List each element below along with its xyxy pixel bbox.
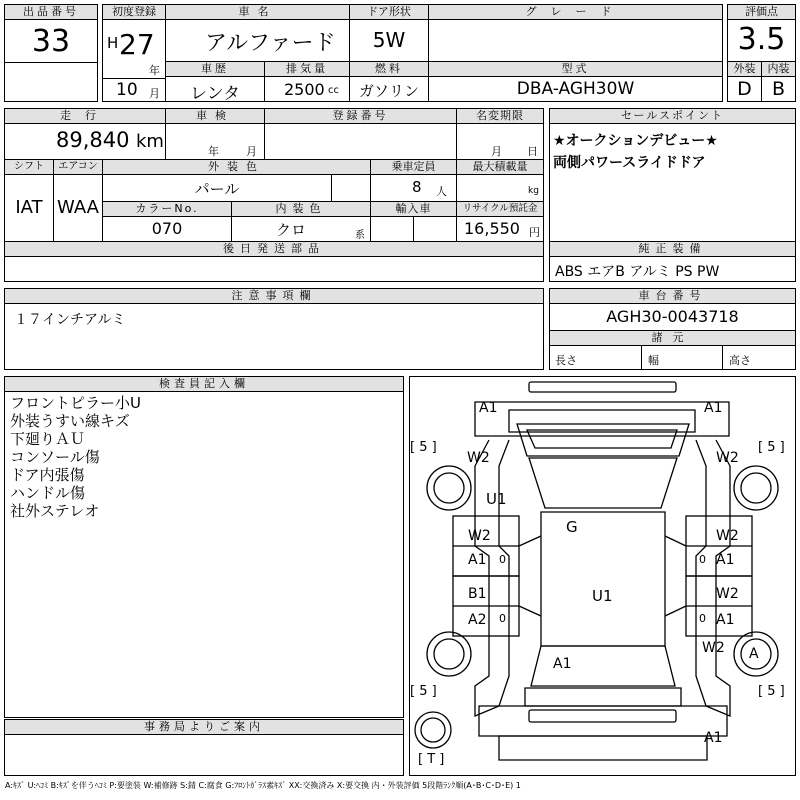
import-box-a [370,216,414,242]
shift-label: シフト [4,159,54,175]
inspector-label: 検査員記入欄 [4,376,404,392]
inspector-note: ドア内張傷 [10,466,85,484]
interior-grade: B [771,78,786,100]
mark-a1-right-door1: A1 [716,552,735,568]
mileage-label: 走行 [4,108,166,124]
year-unit: 年 [149,64,160,77]
genuine-label: 純正装備 [549,241,796,257]
mark-tire-rr: [ 5 ] [758,684,785,699]
displacement-label: 排気量 [264,61,350,77]
mark-a1-front-left: A1 [479,400,498,416]
color-no-value: 070 [151,219,183,238]
caution-value: １７インチアルミ [14,312,126,328]
mark-w2-fl-fender: W2 [467,450,490,466]
sales-point-1: ★オークションデビュー★ [553,133,718,149]
specs-label: 諸元 [549,330,796,346]
inspector-note: コンソール傷 [10,448,100,466]
score-value: 3.5 [737,22,786,57]
office-label: 事務局よりご案内 [4,719,404,735]
office-box [4,734,404,776]
km-unit: km [136,131,164,152]
inspector-note: 社外ステレオ [10,502,100,520]
mileage-value: 89,840 [56,128,130,152]
mark-zero-l1: 0 [499,553,506,566]
model-value: DBA-AGH30W [516,79,635,99]
aircon-value: WAA [57,197,99,218]
door-label: ドア形状 [349,4,429,20]
sales-point-label: セールスポイント [549,108,796,124]
mark-zero-l2: 0 [499,612,506,625]
width-label: 幅 [648,354,659,367]
import-label: 輸入車 [370,201,457,217]
cc-unit: cc [328,85,339,96]
car-name-label: 車名 [165,4,350,20]
history-label: 車歴 [165,61,265,77]
int-color-value: クロ [275,221,306,239]
mark-a1-rear: A1 [704,730,723,746]
name-change-month: 月 [491,145,502,158]
interior-label: 内装 [761,61,796,77]
lot-number-sub [4,62,98,102]
fuel-value: ガソリン [358,82,419,100]
ext-color-sub [331,174,371,202]
import-box-b [413,216,457,242]
inspector-note: フロントピラー小U [10,394,141,412]
model-label: 型式 [428,61,723,77]
kei-unit: 系 [355,230,365,241]
name-change-day: 日 [527,145,538,158]
max-load-label: 最大積載量 [456,159,544,175]
chassis-value: AGH30-0043718 [606,307,739,326]
car-name-value: アルファード [205,31,336,56]
ext-color-label: 外装色 [102,159,371,175]
car-diagram [409,376,796,776]
mark-g-windshield: G [566,518,578,536]
person-unit: 人 [436,185,447,198]
inspector-note: 外装うすい線キズ [10,412,130,430]
sales-point-2: 両側パワースライドドア [553,155,706,171]
first-reg-label: 初度登録 [102,4,166,20]
color-no-label: カラーNo. [102,201,232,217]
mark-spare-t: [ T ] [418,752,445,767]
displacement-value: 2500 [284,80,325,99]
inspection-year: 年 [208,145,219,158]
chassis-label: 車台番号 [549,288,796,304]
inspector-note: ハンドル傷 [10,484,86,502]
legend-text: A:ｷｽﾞ U:ﾍｺﾐ B:ｷｽﾞを伴うﾍｺﾐ P:要塗装 W:補修跡 S:錆 C:腐食 G:ﾌﾛﾝﾄｶﾞﾗｽ素ｷｽﾞ XX:交換済み X:要交換 内・外装評価 5段階ﾗﾝｸ順(A･B･C･D･E) 1 [5,781,521,790]
mark-zero-r2: 0 [699,612,706,625]
mark-u1-roof: U1 [592,587,613,605]
mark-a1-front-right: A1 [704,400,723,416]
capacity-value: 8 [412,178,422,196]
recycle-value: 16,550 [464,219,520,238]
mark-w2-left-door1: W2 [468,528,491,544]
mark-u1-left: U1 [486,490,507,508]
caution-label: 注意事項欄 [4,288,544,304]
inspection-label: 車検 [165,108,265,124]
name-change-label: 名変期限 [456,108,544,124]
mark-a-rr-tire: A [749,646,759,662]
score-label: 評価点 [727,4,796,20]
door-value: 5W [372,28,406,52]
month-unit: 月 [149,87,160,100]
yen-unit: 円 [529,226,540,239]
exterior-label: 外装 [727,61,762,77]
exterior-grade: D [737,78,752,100]
mark-zero-r1: 0 [699,553,706,566]
mark-a1-left-door1: A1 [468,552,487,568]
mark-w2-right-door2: W2 [716,586,739,602]
mark-w2-fr-fender: W2 [716,450,739,466]
mark-a1-right-door2: A1 [716,612,735,628]
history-value: レンタ [190,84,240,104]
grade-box [428,19,723,62]
inspector-notes-list [10,394,141,520]
mark-w2-right-door1: W2 [716,528,739,544]
mark-tire-rl: [ 5 ] [410,684,437,699]
year-value: 27 [119,28,155,61]
height-label: 高さ [729,354,751,367]
mark-w2-rr-fender: W2 [702,640,725,656]
mark-b1-left-door2: B1 [468,586,487,602]
mark-a2-left-door2: A2 [468,612,487,628]
mark-tire-fl: [ 5 ] [410,440,437,455]
later-parts-box [4,256,544,282]
mark-tire-fr: [ 5 ] [758,440,785,455]
later-parts-label: 後日発送部品 [4,241,544,257]
month-value: 10 [116,80,138,100]
capacity-label: 乗車定員 [370,159,457,175]
inspector-note: 下廻りＡＵ [10,430,86,448]
ext-color-value: パール [194,180,240,198]
int-color-label: 内装色 [231,201,371,217]
aircon-label: エアコン [53,159,103,175]
kg-unit: kg [528,186,539,196]
equipment-value: ABS エアB アルミ PS PW [555,264,720,280]
fuel-label: 燃料 [349,61,429,77]
lot-number-label: 出品番号 [4,4,98,20]
length-label: 長さ [555,354,577,367]
reg-no-box [264,123,457,160]
recycle-label: リサイクル預託金 [456,201,544,217]
mark-a1-rear-glass: A1 [553,656,572,672]
lot-number-value: 33 [31,24,71,59]
shift-value: IAT [15,197,43,218]
inspection-month: 月 [246,145,257,158]
grade-label: グレード [428,4,723,20]
reg-no-label: 登録番号 [264,108,457,124]
era-value: H [107,34,119,52]
